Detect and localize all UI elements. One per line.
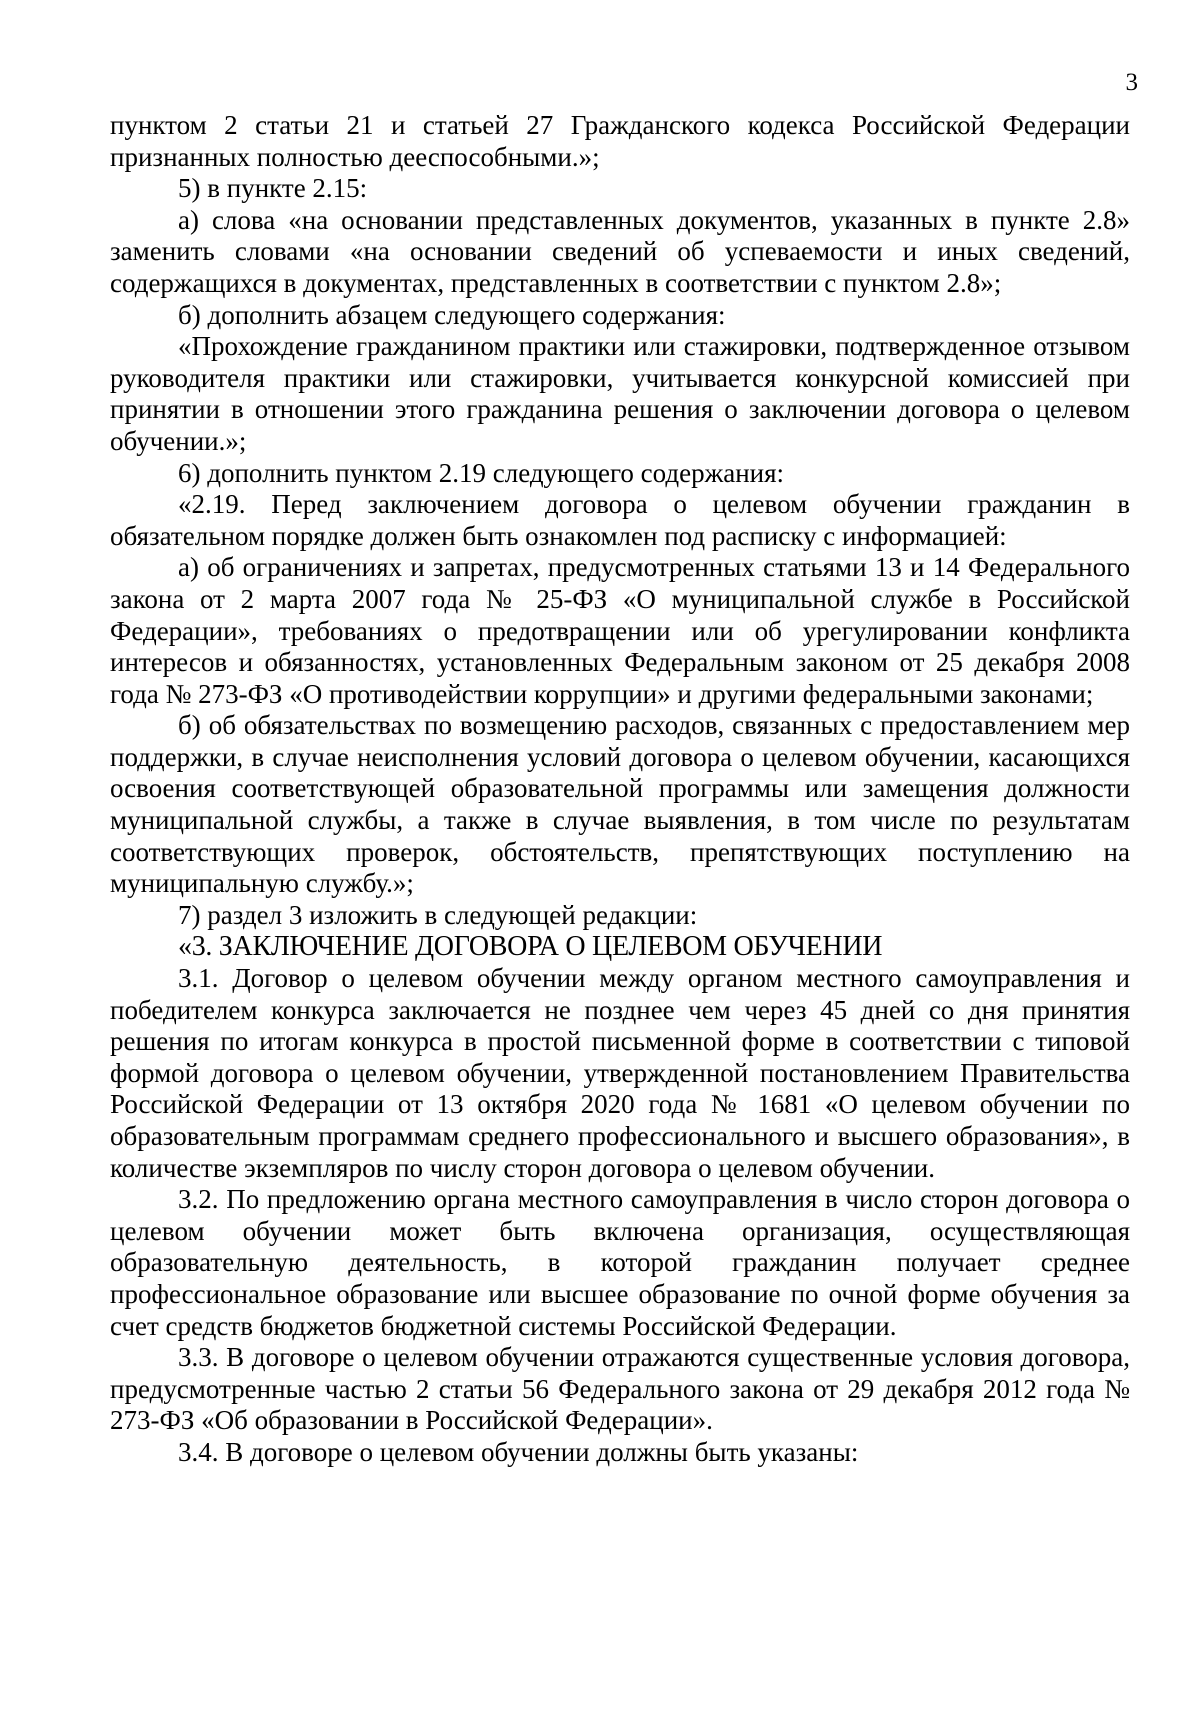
paragraph-continuation: пунктом 2 статьи 21 и статьей 27 Гражданского кодекса Российской Федерации признанных полностью дееспособными.»; [110, 110, 1130, 172]
paragraph-item-5: 5) в пункте 2.15: [178, 173, 368, 204]
paragraph-quoted-text: «Прохождение гражданином практики или стажировки, подтвержденное отзывом руководителя практики или стажировки, учитывается конкурсной комиссией при принятии в отношении этого гражданина решения о заключении договора о целевом обучении.»; [110, 331, 1130, 456]
paragraph-item-6: 6) дополнить пунктом 2.19 следующего содержания: [178, 457, 785, 488]
paragraph-clause-2-19-a: а) об ограничениях и запретах, предусмотренных статьями 13 и 14 Федерального закона от 2 марта 2007 года № 25-ФЗ «О муниципальной службе в Российской Федерации», требованиях о предотвращении или об урегулировании конфликта интересов и обязанностях, установленных Федеральным законом от 25 декабря 2008 года № 273-ФЗ «О противодействии коррупции» и другими федеральными законами; [110, 552, 1130, 709]
document-body [110, 110, 1130, 1469]
paragraph-clause-3-2: 3.2. По предложению органа местного самоуправления в число сторон договора о целевом обучении может быть включена организация, осуществляющая образовательную деятельность, в которой гражданин получает среднее профессиональное образование или высшее образование по очной форме обучения за счет средств бюджетов бюджетной системы Российской Федерации. [110, 1184, 1130, 1341]
paragraph-subitem-a: а) слова «на основании представленных документов, указанных в пункте 2.8» заменить словами «на основании сведений об успеваемости и иных сведений, содержащихся в документах, представленных в соответствии с пунктом 2.8»; [110, 204, 1130, 298]
paragraph-clause-3-4: 3.4. В договоре о целевом обучении должны быть указаны: [178, 1436, 859, 1467]
paragraph-clause-2-19-b: б) об обязательствах по возмещению расходов, связанных с предоставлением мер поддержки, в случае неисполнения условий договора о целевом обучении, касающихся освоения соответствующей образовательной программы или замещения должности муниципальной службы, а также в случае выявления, в том числе по результатам соответствующих проверок, обстоятельств, препятствующих поступлению на муниципальную службу.»; [110, 710, 1130, 899]
paragraph-subitem-b: б) дополнить абзацем следующего содержания: [178, 299, 726, 330]
paragraph-clause-2-19: «2.19. Перед заключением договора о целевом обучении гражданин в обязательном порядке должен быть ознакомлен под расписку с информацией: [110, 489, 1130, 551]
section-3-heading: «3. ЗАКЛЮЧЕНИЕ ДОГОВОРА О ЦЕЛЕВОМ ОБУЧЕНИИ [178, 931, 883, 963]
paragraph-item-7: 7) раздел 3 изложить в следующей редакции: [178, 899, 698, 930]
paragraph-clause-3-3: 3.3. В договоре о целевом обучении отражаются существенные условия договора, предусмотренные частью 2 статьи 56 Федерального закона от 29 декабря 2012 года № 273-ФЗ «Об образовании в Российской Федерации». [110, 1342, 1130, 1436]
page-number: 3 [1125, 69, 1138, 96]
paragraph-clause-3-1: 3.1. Договор о целевом обучении между органом местного самоуправления и победителем конкурса заключается не позднее чем через 45 дней со дня принятия решения по итогам конкурса в простой письменной форме в соответствии с типовой формой договора о целевом обучении, утвержденной постановлением Правительства Российской Федерации от 13 октября 2020 года № 1681 «О целевом обучении по образовательным программам среднего профессионального и высшего образования», в количестве экземпляров по числу сторон договора о целевом обучении. [110, 963, 1130, 1183]
